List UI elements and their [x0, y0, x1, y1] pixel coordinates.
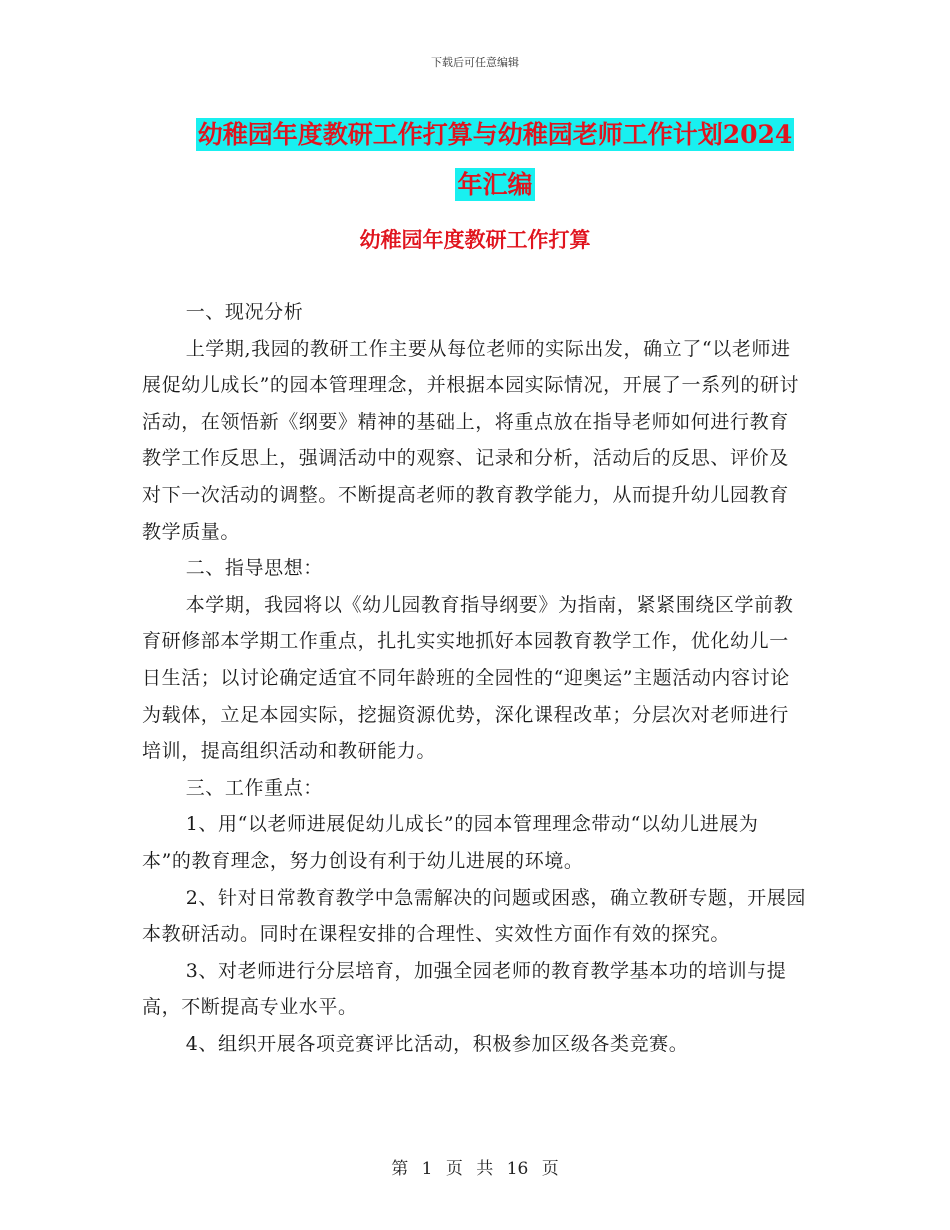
section-title: 幼稚园年度教研工作打算 — [359, 227, 591, 252]
list-item: 4、组织开展各项竞赛评比活动，积极参加区级各类竞赛。 — [185, 1032, 689, 1055]
title-line-1: 幼稚园年度教研工作打算与幼稚园老师工作计划2024 — [197, 120, 793, 149]
title-line-2: 年汇编 — [457, 170, 533, 199]
footer-gong: 共 — [476, 1159, 494, 1179]
total-pages: 16 — [506, 1159, 529, 1179]
list-item: 1、用“以老师进展促幼儿成长”的园本管理理念带动“以幼儿进展为本”的教育理念，努力创设有利于幼儿进展的环境。 — [142, 813, 759, 872]
paragraph: 上学期,我园的教研工作主要从每位老师的实际出发，确立了“以老师进展促幼儿成长”的园本管理理念，并根据本园实际情况，开展了一系列的研讨活动，在领悟新《纲要》精神的基础上，将重点放在指导老师如何进行教育教学工作反思上，强调活动中的观察、记录和分析，活动后的反思、评价及对下一次活动的调整。不断提高老师的教育教学能力，从而提升幼儿园教育教学质量。 — [142, 337, 800, 543]
page-footer — [0, 1154, 950, 1179]
footer-ye: 页 — [445, 1159, 463, 1179]
heading-situation: 一、现况分析 — [185, 301, 304, 323]
document-title — [180, 110, 810, 210]
footer-di: 第 — [391, 1159, 409, 1179]
list-item: 2、针对日常教育教学中急需解决的问题或困惑，确立教研专题，开展园本教研活动。同时在课程安排的合理性、实效性方面作有效的探究。 — [142, 886, 806, 946]
header-note: 下载后可任意编辑 — [431, 56, 519, 69]
document-body — [142, 294, 808, 1062]
page-number: 1 — [421, 1159, 433, 1179]
heading-work-focus: 三、工作重点： — [185, 776, 323, 799]
footer-ye-2: 页 — [541, 1159, 559, 1179]
list-item: 3、对老师进行分层培育，加强全园老师的教育教学基本功的培训与提高，不断提高专业水平。 — [142, 959, 787, 1019]
paragraph: 本学期，我园将以《幼儿园教育指导纲要》为指南，紧紧围绕区学前教育研修部本学期工作重点，扎扎实实地抓好本园教育教学工作，优化幼儿一日生活；以讨论确定适宜不同年龄班的全园性的“迎奥运”主题活动内容讨论为载体，立足本园实际，挖掘资源优势，深化课程改革；分层次对老师进行培训，提高组织活动和教研能力。 — [142, 593, 794, 763]
heading-guiding-thought: 二、指导思想： — [185, 557, 323, 580]
